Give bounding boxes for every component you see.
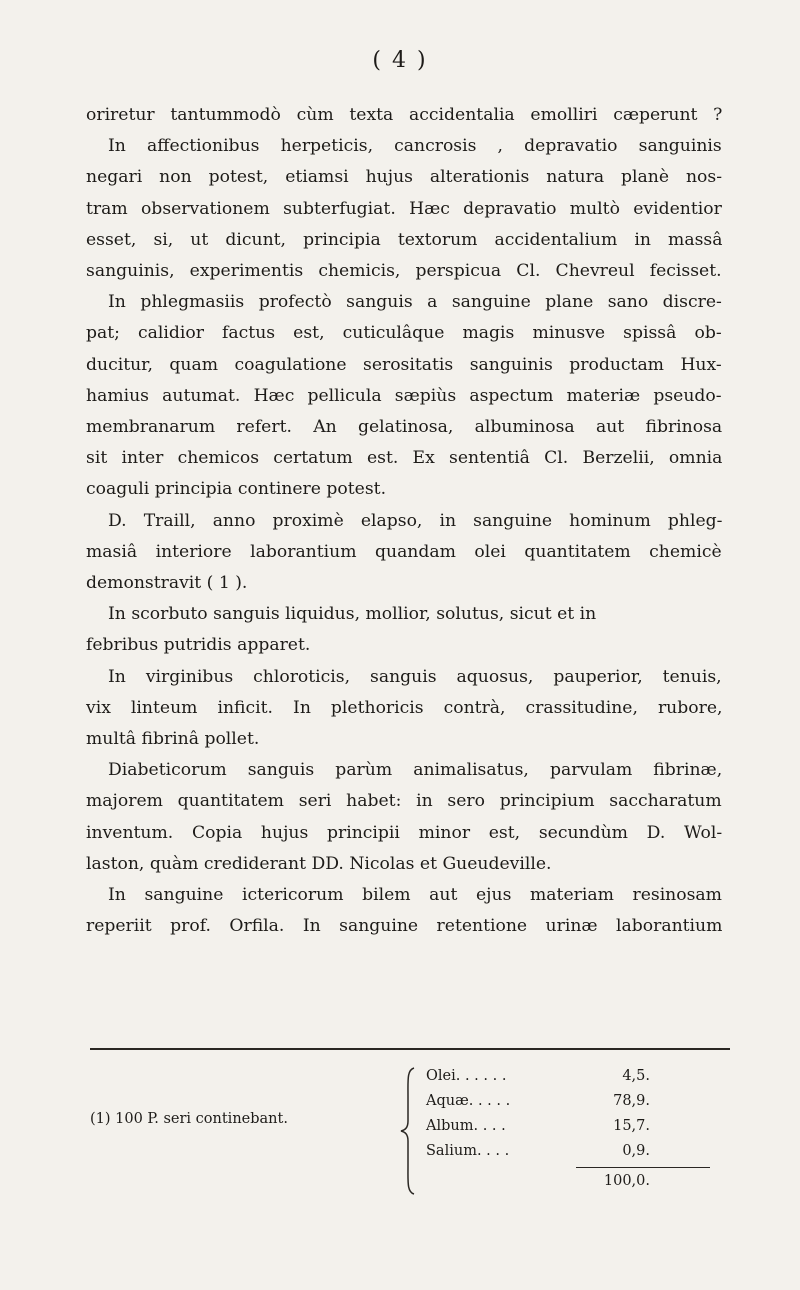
- text-line: esset, si, ut dicunt, principia textorum accidentalium in massâ: [86, 229, 723, 250]
- page-number: ( 4 ): [372, 48, 428, 73]
- row-label: Aquæ. . . . .: [426, 1093, 511, 1109]
- text-line: demonstravit ( 1 ).: [86, 573, 248, 594]
- text-line: sanguinis, experimentis chemicis, perspicua Cl. Chevreul fecisset.: [86, 261, 722, 282]
- text-line: laston, quàm crediderant DD. Nicolas et Gueudeville.: [86, 853, 552, 874]
- row-value: 4,5.: [622, 1068, 650, 1084]
- row-value: 78,9.: [613, 1093, 650, 1109]
- text-line: majorem quantitatem seri habet: in sero principium saccharatum: [86, 791, 722, 812]
- total-value: 100,0.: [603, 1173, 650, 1189]
- table-row: [426, 1139, 710, 1164]
- text-line: ducitur, quam coagulatione serositatis sanguinis productam Hux-: [86, 354, 722, 375]
- footnote-divider: [90, 1048, 730, 1050]
- text-line: In affectionibus herpeticis, cancrosis , depravatio sanguinis: [108, 136, 722, 157]
- text-line: pat; calidior factus est, cuticulâque magis minusve spissâ ob-: [86, 323, 722, 344]
- text-line: hamius autumat. Hæc pellicula sæpiùs aspectum materiæ pseudo-: [86, 385, 722, 406]
- table-row: [426, 1114, 710, 1139]
- composition-table: [426, 1064, 710, 1194]
- text-line: In phlegmasiis profectò sanguis a sanguine plane sano discre-: [108, 292, 722, 313]
- row-label: Salium. . . .: [426, 1143, 510, 1159]
- text-line: coaguli principia continere potest.: [86, 479, 387, 500]
- text-line: In virginibus chloroticis, sanguis aquosus, pauperior, tenuis,: [108, 666, 722, 687]
- text-line: febribus putridis apparet.: [86, 635, 311, 656]
- text-line: oriretur tantummodò cùm texta accidentalia emolliri cæperunt ?: [86, 105, 723, 125]
- row-value: 0,9.: [622, 1143, 650, 1159]
- table-row: [426, 1064, 710, 1089]
- row-label: Album. . . .: [426, 1118, 506, 1134]
- text-line: multâ fibrinâ pollet.: [86, 729, 260, 750]
- text-line: inventum. Copia hujus principii minor est, secundùm D. Wol-: [86, 822, 723, 843]
- row-label: Olei. . . . . .: [426, 1068, 507, 1084]
- footnote: [90, 1064, 730, 1204]
- text-line: tram observationem subterfugiat. Hæc depravatio multò evidentior: [86, 198, 722, 219]
- text-line: membranarum refert. An gelatinosa, albuminosa aut fibrinosa: [86, 417, 723, 438]
- text-line: reperiit prof. Orfila. In sanguine retentione urinæ laborantium: [86, 916, 723, 937]
- text-line: masiâ interiore laborantium quandam olei quantitatem chemicè: [86, 541, 722, 562]
- body-text: [86, 100, 722, 942]
- text-line: In scorbuto sanguis liquidus, mollior, solutus, sicut et in: [108, 604, 597, 625]
- text-line: In sanguine ictericorum bilem aut ejus materiam resinosam: [108, 885, 722, 906]
- brace-icon: [400, 1066, 416, 1196]
- row-value: 15,7.: [613, 1118, 650, 1134]
- table-row: [426, 1089, 710, 1114]
- text-line: Diabeticorum sanguis parùm animalisatus, parvulam fibrinæ,: [108, 760, 723, 781]
- text-line: D. Traill, anno proximè elapso, in sanguine hominum phleg-: [108, 510, 723, 531]
- text-line: vix linteum inficit. In plethoricis contrà, crassitudine, rubore,: [86, 697, 723, 718]
- text-line: sit inter chemicos certatum est. Ex sententiâ Cl. Berzelii, omnia: [86, 448, 723, 469]
- text-line: negari non potest, etiamsi hujus alterationis natura planè nos-: [86, 167, 723, 188]
- footnote-lead: (1) 100 P. seri continebant.: [90, 1111, 288, 1127]
